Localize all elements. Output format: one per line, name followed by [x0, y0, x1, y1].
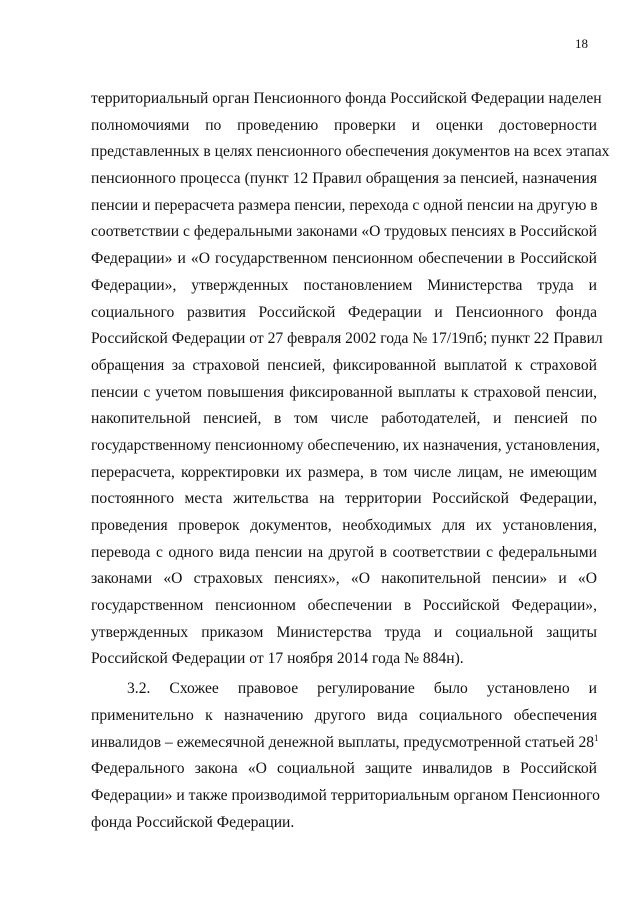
text-line: законами «О страховых пенсиях», «О накопительной пенсии» и «О: [91, 570, 597, 588]
text-line: пенсии и перерасчета размера пенсии, перехода с одной пенсии на другую в: [91, 196, 598, 214]
text-line: территориальный орган Пенсионного фонда Российской Федерации наделен: [91, 90, 602, 107]
text-line: представленных в целях пенсионного обеспечения документов на всех этапах: [91, 143, 610, 161]
text-line: фонда Российской Федерации.: [91, 813, 295, 831]
text-line-with-superscript: [91, 730, 597, 757]
text-line: Федерации» и «О государственном пенсионном обеспечении в Российской: [91, 250, 597, 268]
text-line: полномочиями по проведению проверки и оценки достоверности: [91, 116, 597, 134]
document-body: [91, 86, 610, 836]
text-line: социального развития Российской Федерации и Пенсионного фонда: [91, 303, 597, 321]
text-line: накопительной пенсией, в том числе работодателей, и пенсией по: [91, 410, 597, 428]
text-line: проведения проверок документов, необходимых для их установления,: [91, 517, 597, 534]
page-number: 18: [575, 36, 588, 51]
text-line-main: инвалидов – ежемесячной денежной выплаты, предусмотренной статьей 28: [91, 733, 595, 751]
text-line: утвержденных приказом Министерства труда и социальной защиты: [91, 623, 597, 641]
text-line: 3.2. Схожее правовое регулирование было установлено и: [127, 680, 597, 698]
text-line: пенсионного процесса (пункт 12 Правил обращения за пенсией, назначения: [91, 170, 597, 188]
text-line: государственном пенсионном обеспечении в Российской Федерации»,: [91, 597, 597, 615]
text-line: перерасчета, корректировки их размера, в том числе лицам, не имеющим: [91, 463, 597, 481]
text-line: перевода с одного вида пенсии на другой в соответствии с федеральными: [91, 543, 597, 561]
article-superscript: 1: [594, 732, 599, 743]
text-line: Российской Федерации от 17 ноября 2014 года № 884н).: [91, 650, 464, 668]
text-line: постоянного места жительства на территории Российской Федерации,: [91, 490, 597, 508]
paragraph-2: [91, 676, 600, 836]
text-line: Российской Федерации от 27 февраля 2002 года № 17/19пб; пункт 22 Правил: [91, 330, 603, 348]
text-line: Федерации», утвержденных постановлением Министерства труда и: [91, 276, 597, 294]
text-line: обращения за страховой пенсией, фиксированной выплатой к страховой: [91, 356, 597, 374]
text-line: государственному пенсионному обеспечению, их назначения, установления,: [91, 436, 600, 454]
text-line: пенсии с учетом повышения фиксированной выплаты к страховой пенсии,: [91, 383, 597, 401]
text-line: Федерального закона «О социальной защите инвалидов в Российской: [91, 760, 597, 778]
text-line: применительно к назначению другого вида социального обеспечения: [91, 706, 597, 724]
text-line: соответствии с федеральными законами «О трудовых пенсиях в Российской: [91, 223, 597, 241]
paragraph-1: [91, 86, 610, 673]
text-line: Федерации» и также производимой территориальным органом Пенсионного: [91, 786, 600, 804]
